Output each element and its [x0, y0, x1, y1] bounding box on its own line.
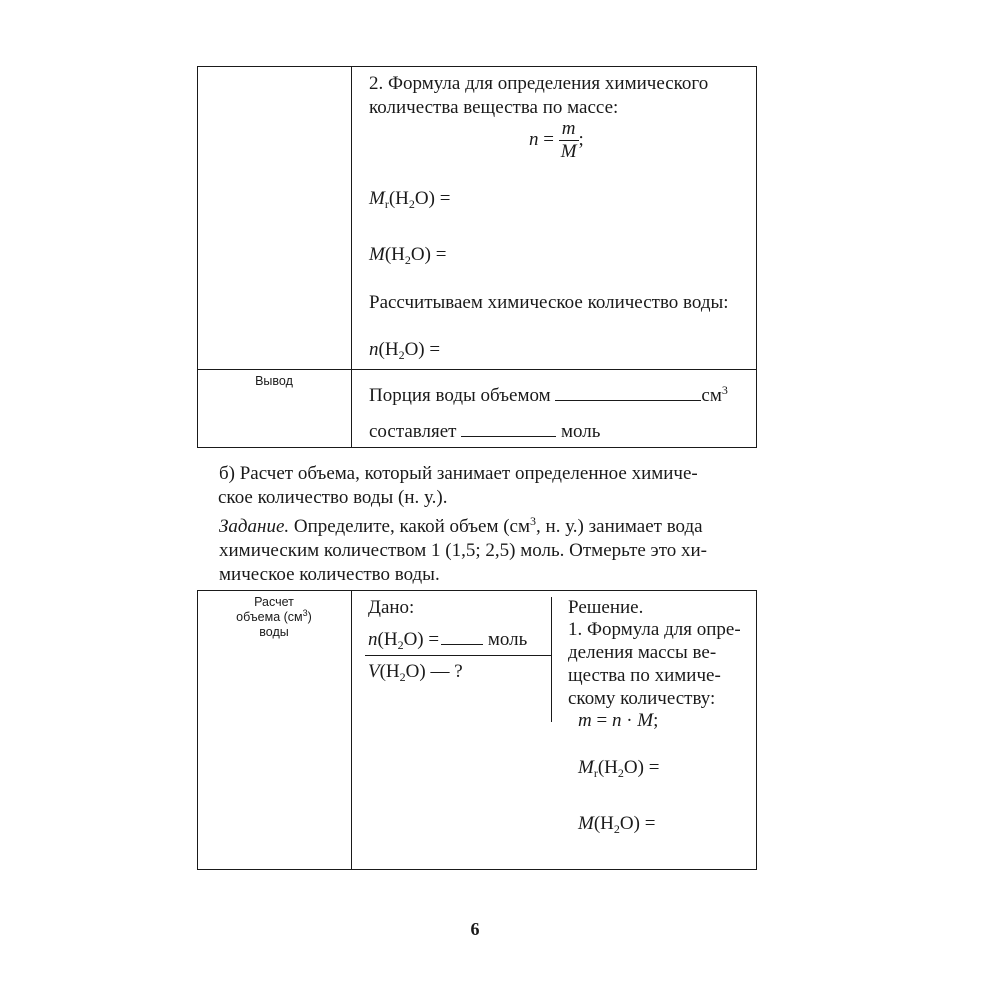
- conclusion-label: Вывод: [255, 374, 293, 388]
- solution-title: Решение.: [568, 597, 644, 618]
- conclusion-line-2: составляет моль: [369, 421, 601, 442]
- conclusion-line-1: Порция воды объемом $см^3$: [369, 383, 728, 406]
- fraction: $\frac{m}{M}$: [560, 118, 577, 162]
- mr-h2o-line-2: $M_r(H_2O)$ =: [578, 757, 660, 780]
- calc-volume-label: Расчет объема $(см^3)$ воды: [236, 595, 312, 639]
- formula-n-m-over-M: n = $\frac{m}{M}$ ;: [529, 118, 584, 162]
- n-h2o-line: $n(H_2O)$ =: [369, 339, 441, 362]
- given-n-h2o: $n(H_2O)$ = моль: [368, 629, 528, 652]
- volume-blank[interactable]: [555, 384, 701, 401]
- given-amount-blank[interactable]: [441, 628, 483, 645]
- task-text: Задание. Определите, какой объем ($см^3$, н. у.) занимает вода химическим количеством 1 (1,5; 2,5) моль. Отмерьте это хи- мическое количество воды.: [219, 514, 708, 585]
- mr-h2o-line: $M_r(H_2O)$ =: [369, 188, 451, 211]
- step2-heading: 2. Формула для определения химического количества вещества по массе:: [369, 73, 709, 118]
- solution-step-1: 1. Формула для опре- деления массы ве- щества по химиче- скому количеству:: [568, 619, 741, 709]
- page-number: 6: [470, 919, 480, 939]
- molar-mass-h2o-line-2: $M(H_2O)$ =: [578, 813, 656, 836]
- given-title: Дано:: [368, 597, 415, 618]
- calc-text: Рассчитываем химическое количество воды:: [369, 292, 729, 313]
- amount-blank[interactable]: [461, 420, 556, 437]
- section-b-text: б) Расчет объема, который занимает определенное химиче- ское количество воды (н. у.).: [218, 463, 698, 508]
- formula-m-n-M: m = n · M;: [578, 710, 659, 731]
- molar-mass-h2o-line: $M(H_2O)$ =: [369, 244, 447, 267]
- find-v-h2o: $V(H_2O)$ — ?: [368, 661, 463, 684]
